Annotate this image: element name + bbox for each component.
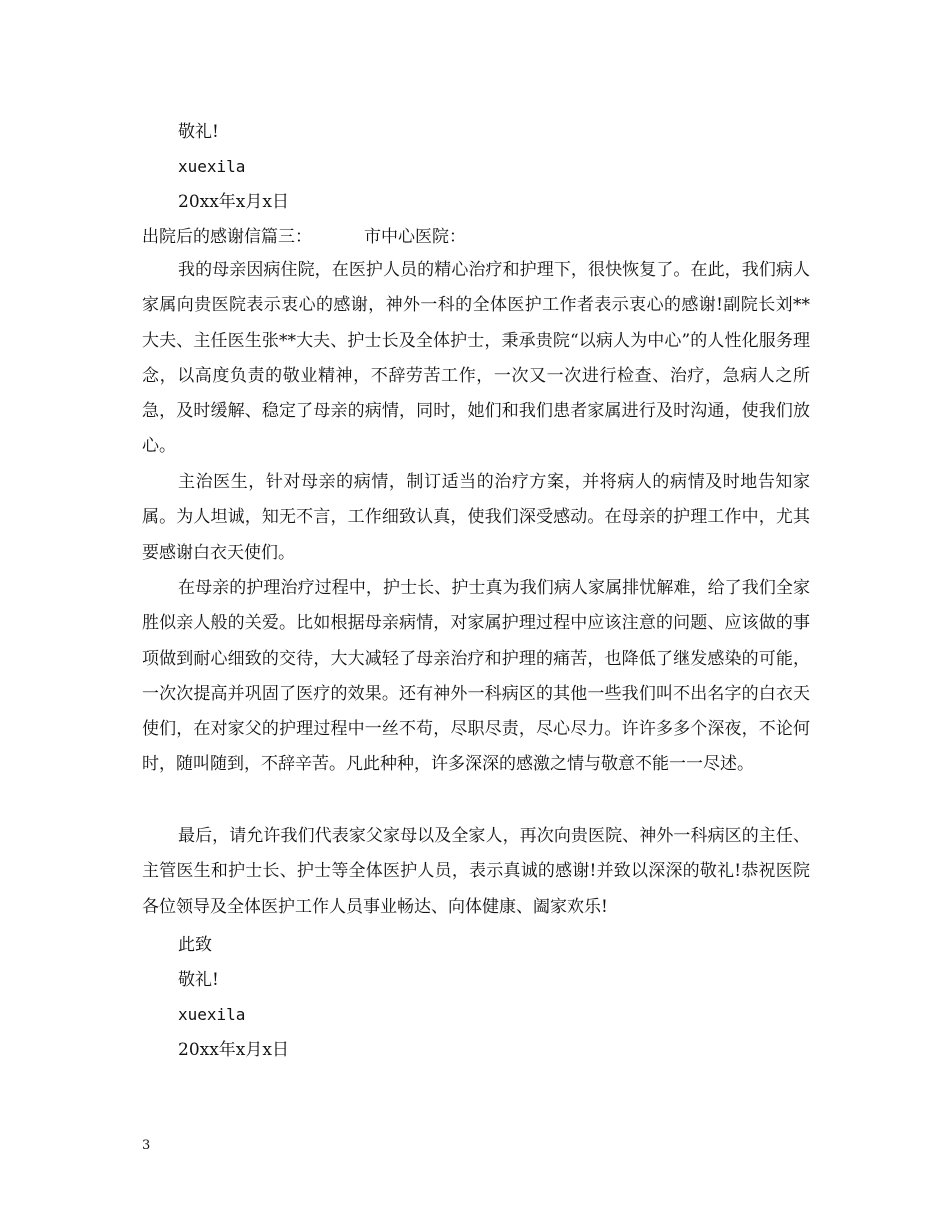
bottom-closing-date: 20xx年x月x日 [178, 1040, 289, 1060]
bottom-closing-greeting: 此致 [178, 935, 212, 955]
top-closing-salute: 敬礼! [178, 122, 219, 142]
section-heading: 出院后的感谢信篇三： [142, 227, 312, 247]
bottom-closing-salute: 敬礼! [178, 970, 219, 990]
body-paragraph-1: 我的母亲因病住院，在医护人员的精心治疗和护理下，很快恢复了。在此，我们病人家属向贵医院表示衷心的感谢，神外一科的全体医护工作者表示衷心的感谢!副院长刘**大夫、主任医生张**大夫、护士长及全体护士，秉承贵院“以病人为中心”的人性化服务理念，以高度负责的敬业精神，不辞劳苦工作，一次又一次进行检查、治疗，急病人之所急，及时缓解、稳定了母亲的病情，同时，她们和我们患者家属进行及时沟通，使我们放心。 [142, 260, 810, 457]
letter-recipient: 市中心医院： [364, 227, 466, 247]
top-closing-date: 20xx年x月x日 [178, 192, 289, 212]
body-paragraph-2: 主治医生，针对母亲的病情，制订适当的治疗方案，并将病人的病情及时地告知家属。为人坦诚，知无不言，工作细致认真，使我们深受感动。在母亲的护理工作中，尤其要感谢白衣天使们。 [142, 472, 810, 563]
bottom-closing-signature: xuexila [178, 1005, 246, 1024]
page-number: 3 [142, 1138, 151, 1153]
top-closing-signature: xuexila [178, 157, 246, 176]
body-paragraph-4: 最后，请允许我们代表家父家母以及全家人，再次向贵医院、神外一科病区的主任、主管医生和护士长、护士等全体医护人员，表示真诚的感谢!并致以深深的敬礼!恭祝医院各位领导及全体医护工作人员事业畅达、向体健康、阖家欢乐! [142, 826, 810, 917]
body-paragraph-3: 在母亲的护理治疗过程中，护士长、护士真为我们病人家属排忧解难，给了我们全家胜似亲人般的关爱。比如根据母亲病情，对家属护理过程中应该注意的问题、应该做的事项做到耐心细致的交待，大大减轻了母亲治疗和护理的痛苦，也降低了继发感染的可能，一次次提高并巩固了医疗的效果。还有神外一科病区的其他一些我们叫不出名字的白衣天使们，在对家父的护理过程中一丝不苟，尽职尽责，尽心尽力。许许多多个深夜，不论何时，随叫随到，不辞辛苦。凡此种种，许多深深的感激之情与敬意不能一一尽述。 [142, 578, 810, 775]
